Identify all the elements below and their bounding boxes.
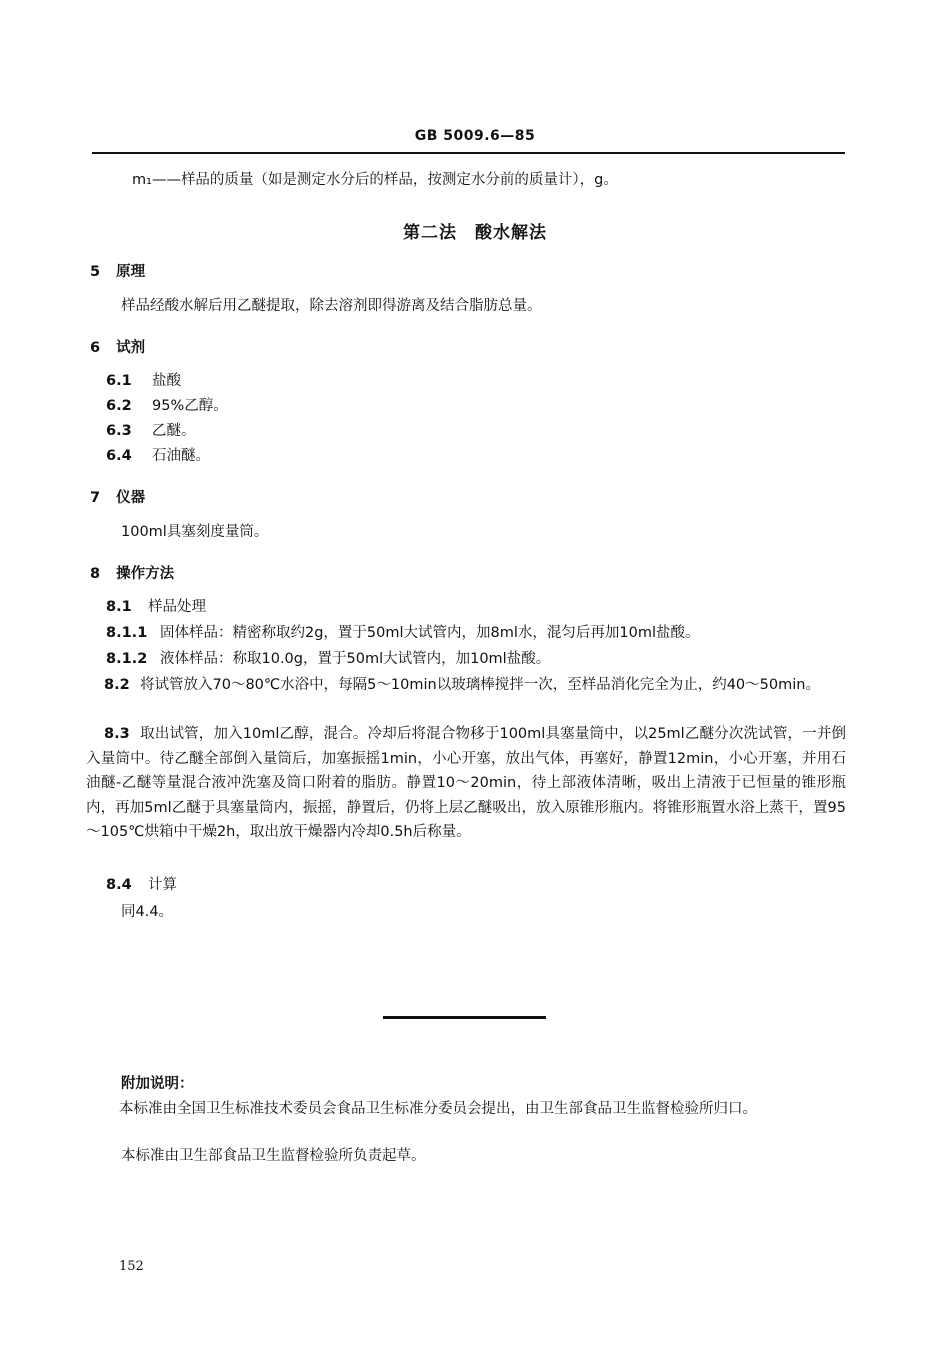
section-5-heading xyxy=(90,262,145,282)
subsection-8-1-2 xyxy=(106,649,550,669)
item-text: 乙醚。 xyxy=(152,423,196,439)
variable-definition: m₁——样品的质量（如是测定水分后的样品，按测定水分前的质量计），g。 xyxy=(132,172,618,188)
section-number: 7 xyxy=(90,490,101,506)
reagent-item xyxy=(106,421,196,441)
item-number: 6.1 xyxy=(106,373,132,389)
item-number: 8.4 xyxy=(106,877,132,893)
section-title: 操作方法 xyxy=(116,566,175,582)
item-text: 95%乙醇。 xyxy=(152,398,228,414)
section-5-body: 样品经酸水解后用乙醚提取，除去溶剂即得游离及结合脂肪总量。 xyxy=(121,298,542,314)
item-text: 取出试管，加入10ml乙醇，混合。冷却后将混合物移于100ml具塞量筒中，以25ml乙醚分次洗试管，一并倒入量筒中。待乙醚全部倒入量筒后，加塞振摇1min，小心开塞，放出气体，再塞好，静置12min，小心开塞，并用石油醚-乙醚等量混合液冲洗塞及筒口附着的脂肪。静置10～20min，待上部液体清晰，吸出上清液于已恒量的锥形瓶内，再加5ml乙醚于具塞量筒内，振摇，静置后，仍将上层乙醚吸出，放入原锥形瓶内。将锥形瓶置水浴上蒸干，置95～105℃烘箱中干燥2h，取出放干燥器内冷却0.5h后称量。 xyxy=(86,726,846,841)
item-number: 8.1.1 xyxy=(106,625,148,641)
section-7-body: 100ml具塞刻度量筒。 xyxy=(121,524,269,540)
appendix-paragraph: 本标准由卫生部食品卫生监督检验所负责起草。 xyxy=(121,1148,426,1164)
section-number: 6 xyxy=(90,340,101,356)
subsection-8-4-body: 同4.4。 xyxy=(121,904,174,920)
reagent-item xyxy=(106,446,210,466)
item-number: 8.1 xyxy=(106,599,132,615)
section-6-heading xyxy=(90,338,145,358)
subsection-8-1-1 xyxy=(106,623,700,643)
method-title: 第二法 酸水解法 xyxy=(403,223,547,243)
end-rule xyxy=(383,1016,546,1019)
item-text: 计算 xyxy=(148,877,177,893)
item-text: 石油醚。 xyxy=(152,448,210,464)
section-title: 试剂 xyxy=(116,340,146,356)
standard-code: GB 5009.6—85 xyxy=(414,128,536,144)
item-text: 将试管放入70～80℃水浴中，每隔5～10min以玻璃棒搅拌一次，至样品消化完全为止，约40～50min。 xyxy=(140,677,820,693)
item-number: 8.2 xyxy=(104,677,130,693)
reagent-item xyxy=(106,371,181,391)
subsection-8-2 xyxy=(86,673,846,698)
appendix-paragraph: 本标准由全国卫生标准技术委员会食品卫生标准分委员会提出，由卫生部食品卫生监督检验所归口。 xyxy=(119,1101,757,1117)
item-text: 液体样品：称取10.0g，置于50ml大试管内，加10ml盐酸。 xyxy=(160,651,551,667)
appendix-title: 附加说明： xyxy=(121,1076,194,1092)
subsection-8-3 xyxy=(86,722,846,845)
section-title: 仪器 xyxy=(116,490,146,506)
subsection-8-1 xyxy=(106,597,206,617)
item-text: 固体样品：精密称取约2g，置于50ml大试管内，加8ml水，混匀后再加10ml盐酸。 xyxy=(160,625,700,641)
item-text: 盐酸 xyxy=(152,373,181,389)
subsection-8-4 xyxy=(106,875,177,895)
item-number: 8.3 xyxy=(104,726,130,742)
section-8-heading xyxy=(90,564,174,584)
item-text: 样品处理 xyxy=(148,599,206,615)
reagent-item xyxy=(106,396,228,416)
page-number: 152 xyxy=(119,1259,144,1274)
header-rule xyxy=(92,152,845,154)
item-number: 8.1.2 xyxy=(106,651,148,667)
item-number: 6.2 xyxy=(106,398,132,414)
section-number: 5 xyxy=(90,264,101,280)
item-number: 6.3 xyxy=(106,423,132,439)
section-number: 8 xyxy=(90,566,101,582)
item-number: 6.4 xyxy=(106,448,132,464)
section-title: 原理 xyxy=(116,264,146,280)
section-7-heading xyxy=(90,488,145,508)
